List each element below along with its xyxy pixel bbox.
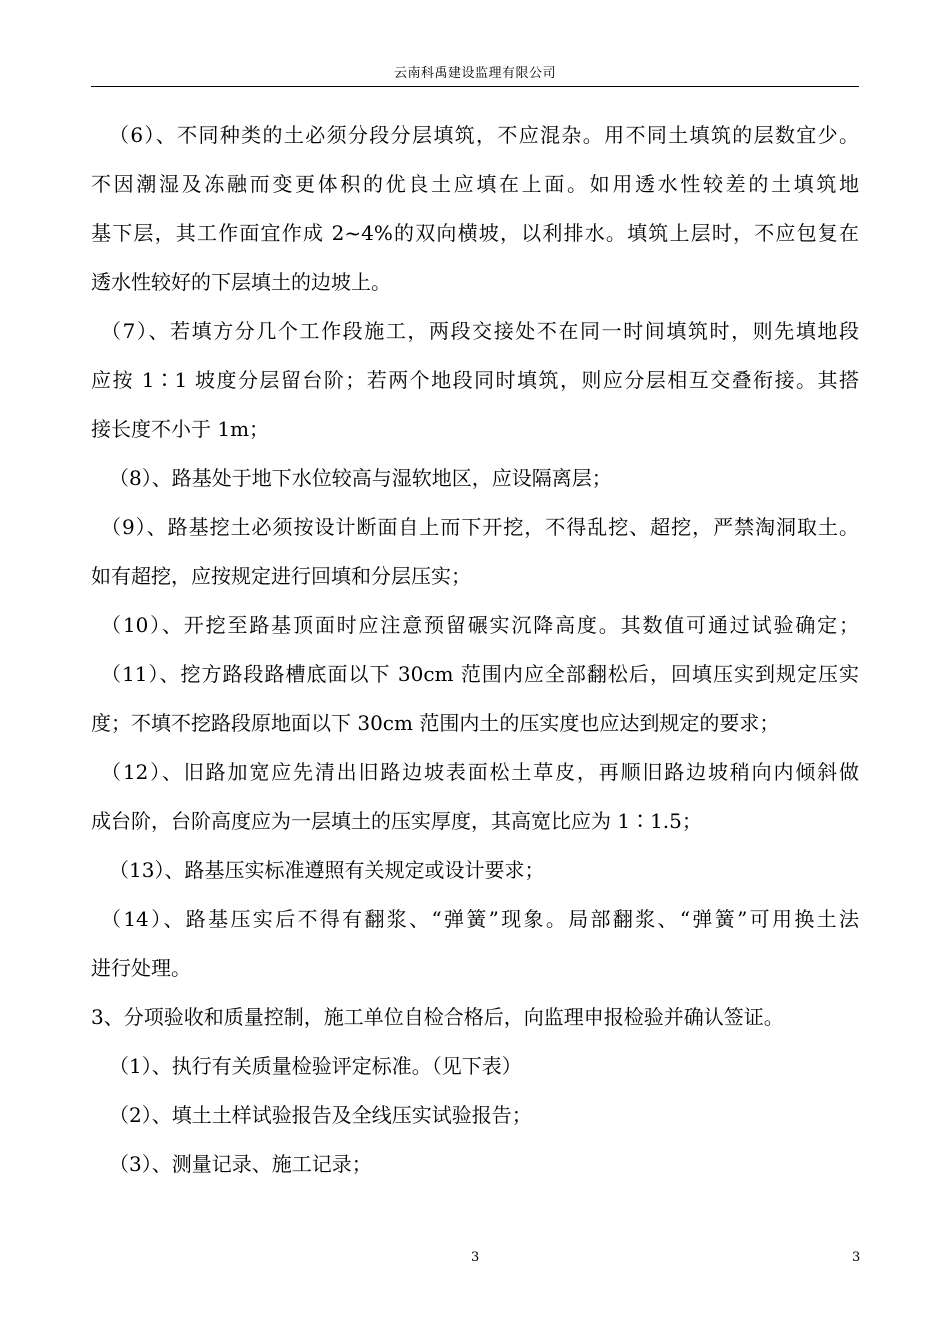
list-item: （2）、填土土样试验报告及全线压实试验报告； — [109, 1103, 532, 1127]
paragraph-line: 不因潮湿及冻融而变更体积的优良土应填在上面。如用透水性较差的土填筑地 — [91, 172, 859, 196]
list-item: （3）、测量记录、施工记录； — [109, 1152, 372, 1176]
page-number-right: 3 — [852, 1250, 861, 1265]
list-item: （1）、执行有关质量检验评定标准。（见下表） — [109, 1054, 522, 1078]
paragraph-line: （6）、不同种类的土必须分段分层填筑，不应混杂。用不同土填筑的层数宜少。 — [109, 123, 859, 147]
paragraph-line: 如有超挖，应按规定进行回填和分层压实； — [91, 564, 471, 588]
paragraph-line: 接长度不小于 1m； — [91, 417, 270, 441]
document-body — [91, 111, 859, 1189]
page-header-company: 云南科禹建设监理有限公司 — [393, 66, 556, 81]
header-divider — [91, 86, 859, 87]
paragraph-line: （8）、路基处于地下水位较高与湿软地区，应设隔离层； — [109, 466, 612, 490]
paragraph-line: （7）、若填方分几个工作段施工，两段交接处不在同一时间填筑时，则先填地段 — [101, 319, 859, 343]
paragraph-line: 成台阶，台阶高度应为一层填土的压实厚度，其高宽比应为 1∶1.5； — [91, 809, 702, 833]
paragraph-line: 透水性较好的下层填土的边坡上。 — [91, 270, 391, 294]
paragraph-line: （14）、路基压实后不得有翻浆、“弹簧”现象。局部翻浆、“弹簧”可用换土法 — [101, 907, 859, 931]
page-number-center: 3 — [471, 1250, 480, 1265]
paragraph-line: 基下层，其工作面宜作成 2~4%的双向横坡，以利排水。填筑上层时，不应包复在 — [91, 221, 859, 245]
paragraph-line: （13）、路基压实标准遵照有关规定或设计要求； — [109, 858, 545, 882]
section-heading: 3、分项验收和质量控制，施工单位自检合格后，向监理申报检验并确认签证。 — [91, 1005, 784, 1029]
paragraph-line: （12）、旧路加宽应先清出旧路边坡表面松土草皮，再顺旧路边坡稍向内倾斜做 — [101, 760, 859, 784]
paragraph-line: （9）、路基挖土必须按设计断面自上而下开挖，不得乱挖、超挖，严禁淘洞取土。 — [101, 515, 859, 539]
paragraph-line: 度；不填不挖路段原地面以下 30cm 范围内土的压实度也应达到规定的要求； — [91, 711, 780, 735]
paragraph-line: 应按 1∶1 坡度分层留台阶；若两个地段同时填筑，则应分层相互交叠衔接。其搭 — [91, 368, 859, 392]
paragraph-line: 进行处理。 — [91, 956, 191, 980]
paragraph-line: （10）、开挖至路基顶面时应注意预留碾实沉降高度。其数值可通过试验确定； — [101, 613, 859, 637]
paragraph-line: （11）、挖方路段路槽底面以下 30cm 范围内应全部翻松后，回填压实到规定压实 — [101, 662, 859, 686]
